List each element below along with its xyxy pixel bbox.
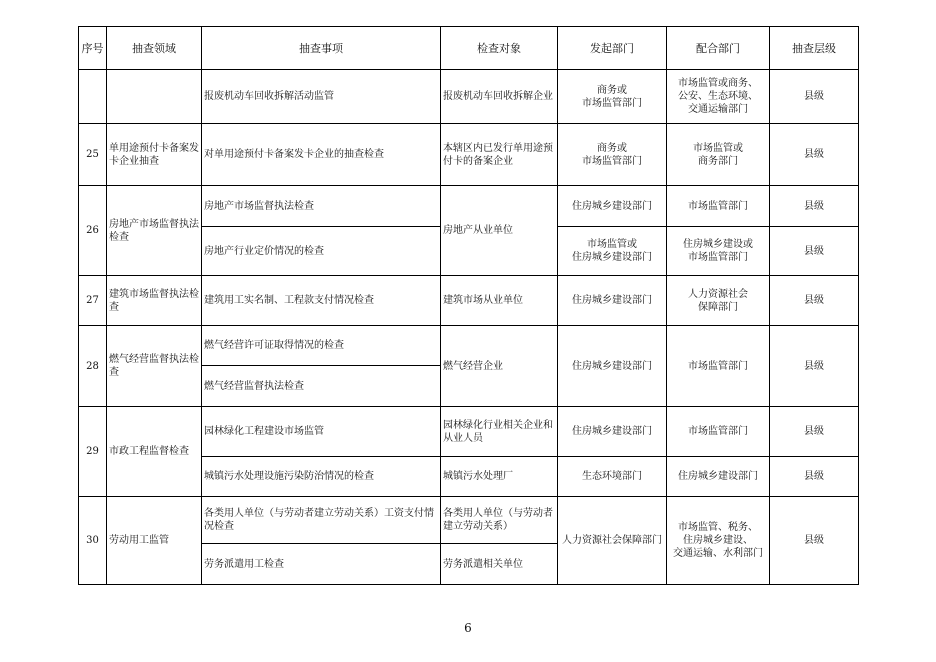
row-level: 县级 [770, 227, 859, 276]
header-row [79, 27, 859, 70]
row-domain: 房地产市场监督执法检查 [107, 186, 202, 276]
row-object: 园林绿化行业相关企业和从业人员 [441, 407, 558, 457]
row-item: 房地产市场监督执法检查 [202, 186, 441, 227]
row-object: 各类用人单位（与劳动者建立劳动关系） [441, 497, 558, 544]
row-initiator: 商务或 市场监管部门 [558, 70, 667, 124]
row-cooperator: 市场监管部门 [667, 407, 770, 457]
header-cell-num: 序号 [79, 27, 107, 70]
row-item: 劳务派遣用工检查 [202, 544, 441, 585]
table-row [79, 276, 859, 326]
row-object: 本辖区内已发行单用途预付卡的备案企业 [441, 124, 558, 186]
row-cooperator: 市场监管或商务、 公安、生态环境、 交通运输部门 [667, 70, 770, 124]
row-level: 县级 [770, 276, 859, 326]
row-object: 劳务派遣相关单位 [441, 544, 558, 585]
table-row [79, 326, 859, 366]
row-level: 县级 [770, 70, 859, 124]
row-initiator: 人力资源社会保障部门 [558, 497, 667, 585]
header-cell-cooperator: 配合部门 [667, 27, 770, 70]
row-cooperator: 市场监管部门 [667, 186, 770, 227]
header-cell-object: 检查对象 [441, 27, 558, 70]
row-level: 县级 [770, 186, 859, 227]
row-initiator: 生态环境部门 [558, 457, 667, 497]
row-domain [107, 70, 202, 124]
row-initiator: 住房城乡建设部门 [558, 276, 667, 326]
table-row [79, 70, 859, 124]
row-initiator: 住房城乡建设部门 [558, 326, 667, 407]
table-row [79, 407, 859, 457]
row-object: 报废机动车回收拆解企业 [441, 70, 558, 124]
row-level: 县级 [770, 457, 859, 497]
row-object: 城镇污水处理厂 [441, 457, 558, 497]
row-number: 28 [79, 326, 107, 407]
row-level: 县级 [770, 497, 859, 585]
table-row [79, 124, 859, 186]
row-cooperator: 市场监管、税务、 住房城乡建设、 交通运输、水利部门 [667, 497, 770, 585]
row-item: 园林绿化工程建设市场监管 [202, 407, 441, 457]
row-domain: 燃气经营监督执法检查 [107, 326, 202, 407]
row-item: 建筑用工实名制、工程款支付情况检查 [202, 276, 441, 326]
row-number: 27 [79, 276, 107, 326]
row-domain: 市政工程监督检查 [107, 407, 202, 497]
row-cooperator: 人力资源社会 保障部门 [667, 276, 770, 326]
header-cell-level: 抽查层级 [770, 27, 859, 70]
row-object: 燃气经营企业 [441, 326, 558, 407]
row-level: 县级 [770, 407, 859, 457]
header-cell-item: 抽查事项 [202, 27, 441, 70]
row-object: 建筑市场从业单位 [441, 276, 558, 326]
row-number: 29 [79, 407, 107, 497]
row-cooperator: 住房城乡建设或 市场监管部门 [667, 227, 770, 276]
row-domain: 劳动用工监管 [107, 497, 202, 585]
row-initiator: 商务或 市场监管部门 [558, 124, 667, 186]
row-initiator: 住房城乡建设部门 [558, 407, 667, 457]
row-cooperator: 住房城乡建设部门 [667, 457, 770, 497]
row-level: 县级 [770, 124, 859, 186]
header-cell-initiator: 发起部门 [558, 27, 667, 70]
row-cooperator: 市场监管或 商务部门 [667, 124, 770, 186]
row-item: 燃气经营许可证取得情况的检查 [202, 326, 441, 366]
row-domain: 单用途预付卡备案发卡企业抽查 [107, 124, 202, 186]
row-number: 30 [79, 497, 107, 585]
row-level: 县级 [770, 326, 859, 407]
row-cooperator: 市场监管部门 [667, 326, 770, 407]
row-number [79, 70, 107, 124]
row-initiator: 住房城乡建设部门 [558, 186, 667, 227]
row-number: 26 [79, 186, 107, 276]
row-item: 房地产行业定价情况的检查 [202, 227, 441, 276]
row-object: 房地产从业单位 [441, 186, 558, 276]
row-item: 各类用人单位（与劳动者建立劳动关系）工资支付情况检查 [202, 497, 441, 544]
row-item: 对单用途预付卡备案发卡企业的抽查检查 [202, 124, 441, 186]
row-number: 25 [79, 124, 107, 186]
row-domain: 建筑市场监督执法检查 [107, 276, 202, 326]
row-initiator: 市场监管或 住房城乡建设部门 [558, 227, 667, 276]
row-item: 城镇污水处理设施污染防治情况的检查 [202, 457, 441, 497]
row-item: 报废机动车回收拆解活动监管 [202, 70, 441, 124]
header-cell-domain: 抽查领域 [107, 27, 202, 70]
page-number: 6 [464, 621, 472, 635]
inspection-table [78, 26, 859, 585]
row-item: 燃气经营监督执法检查 [202, 366, 441, 407]
table-row [79, 497, 859, 544]
table-row [79, 186, 859, 227]
